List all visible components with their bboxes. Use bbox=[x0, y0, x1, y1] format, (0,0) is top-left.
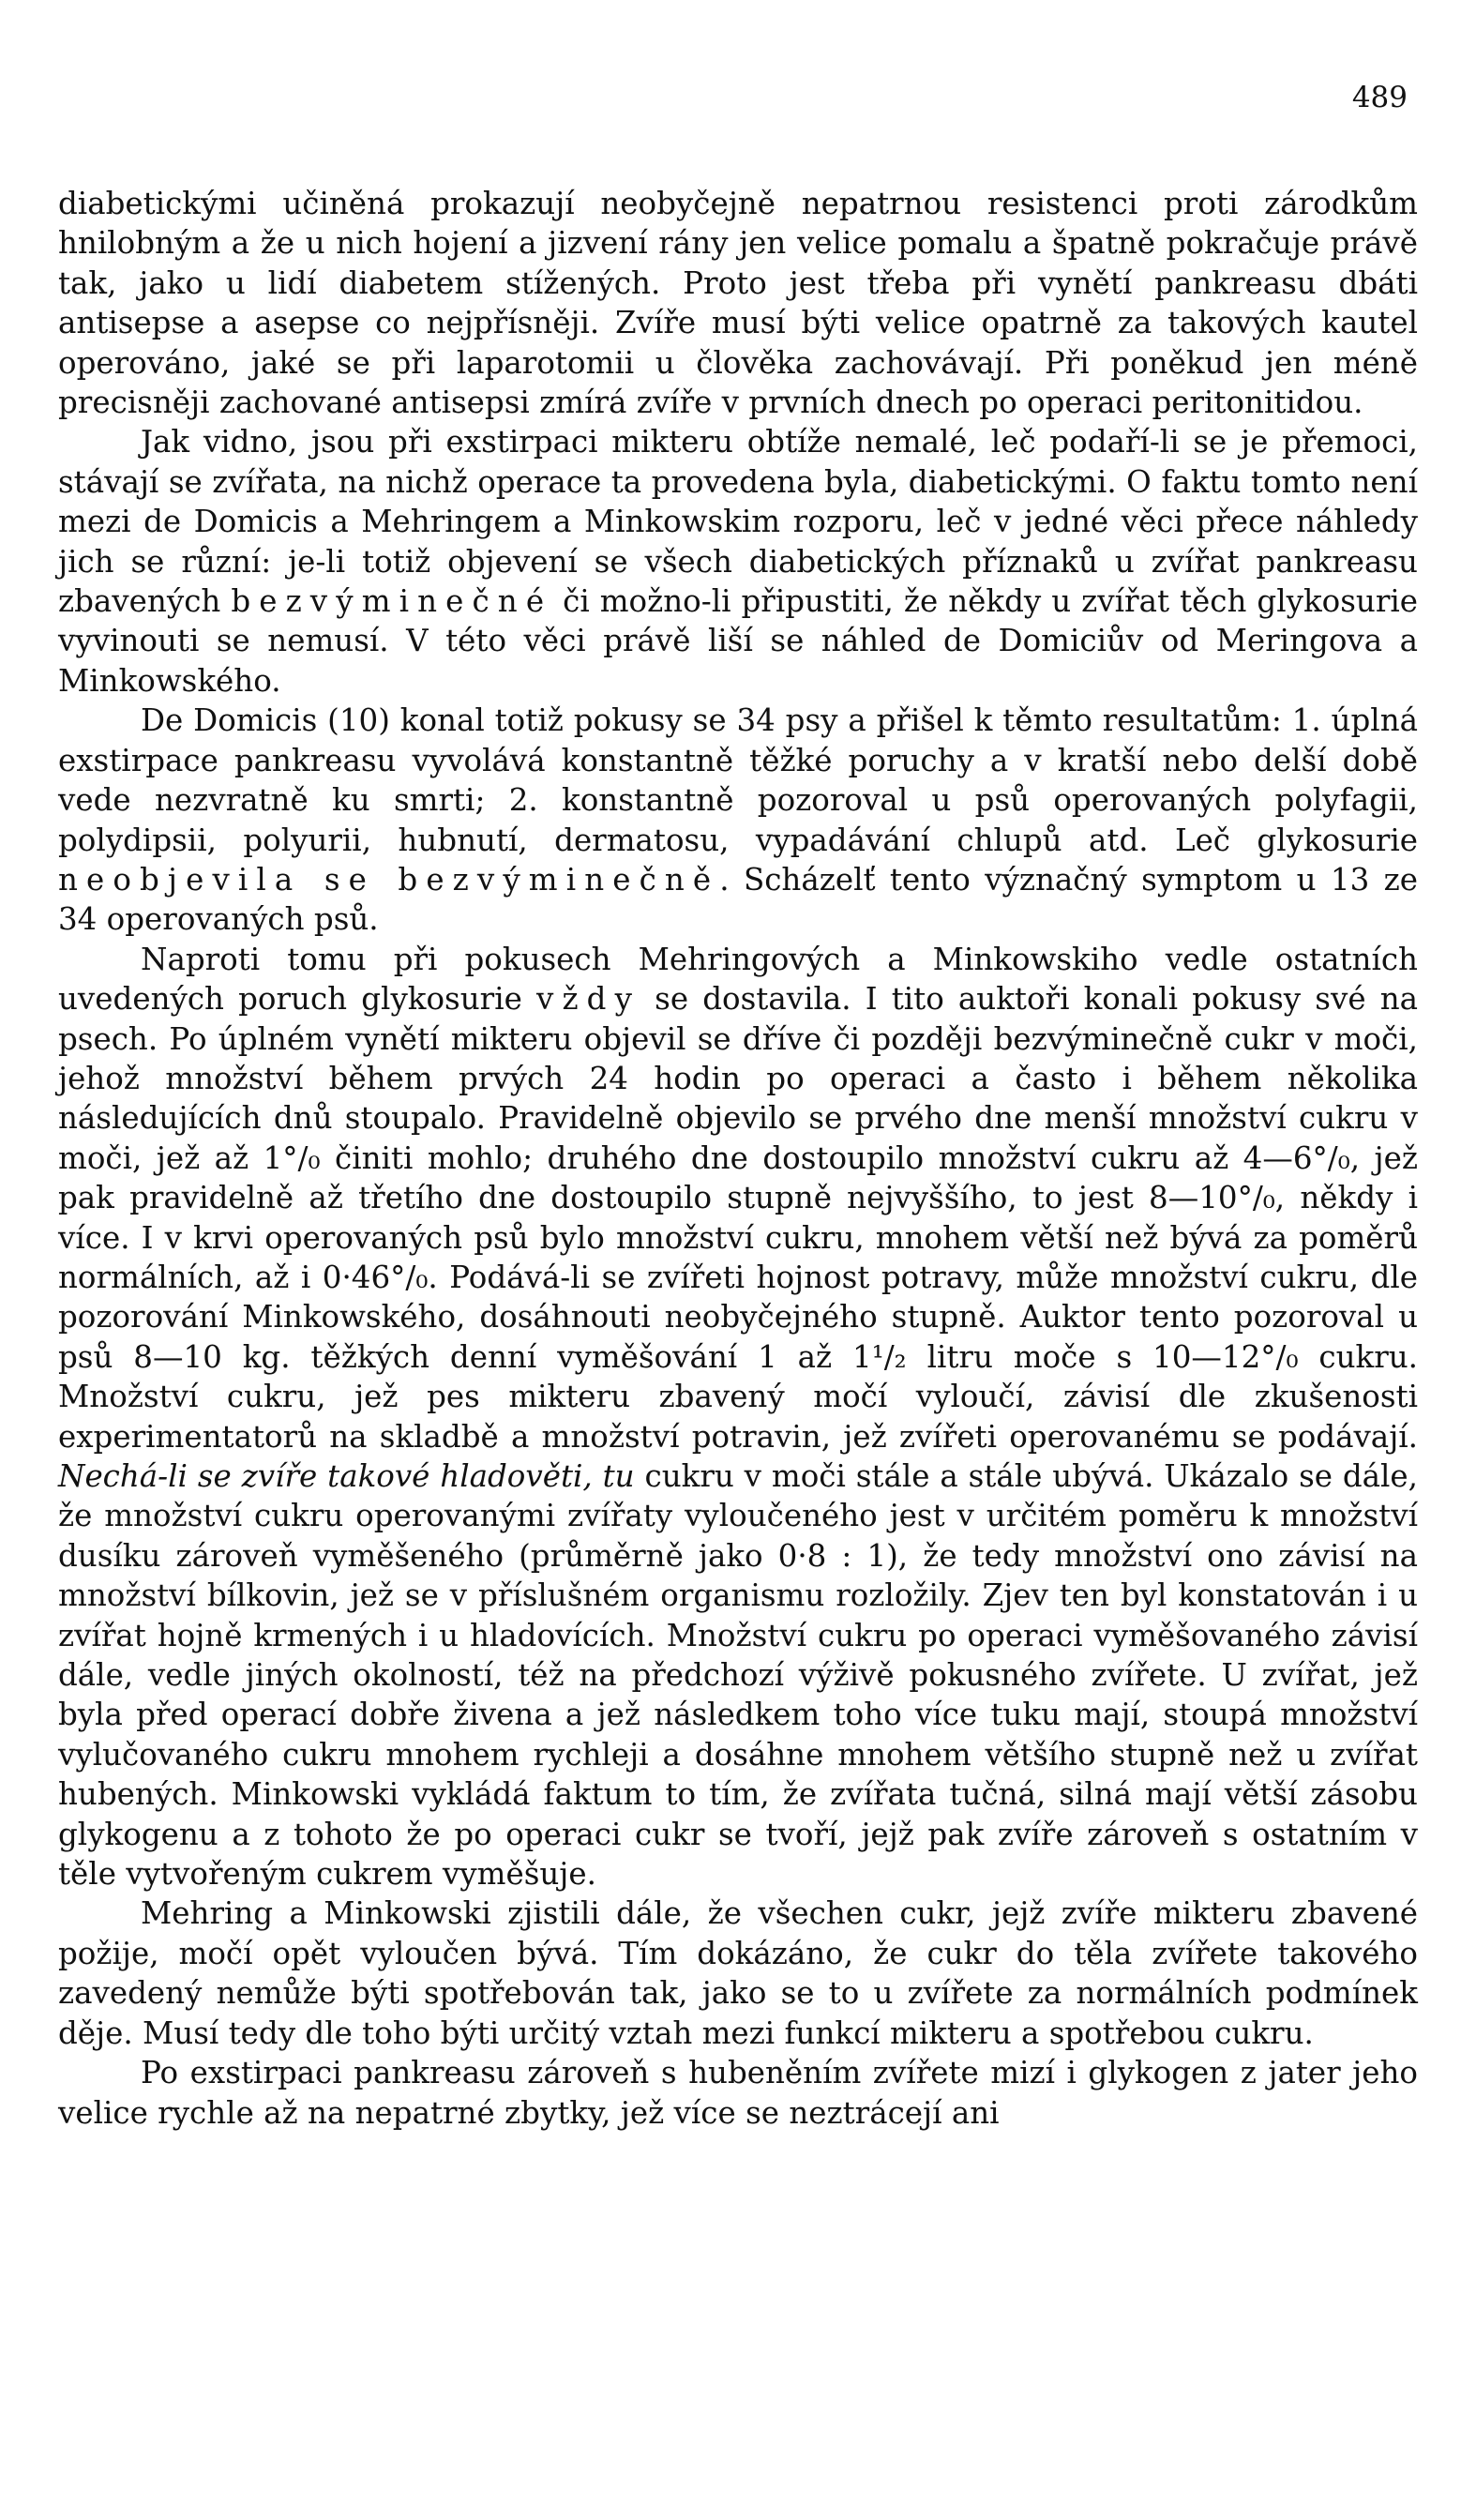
paragraph bbox=[58, 184, 1418, 422]
text-run: De Domicis (10) konal totiž pokusy se 34 psy a přišel k těmto resultatům: 1. úplná exstirpace pankreasu vyvolává konstantně těžké poruchy a v kratší nebo delší době vede nezvratně ku smrti; 2. konstantně pozoroval u psů operovaných polyfagii, polydipsii, polyurii, hubnutí, dermatosu, vypadávání chlupů atd. Leč glykosurie bbox=[58, 702, 1418, 858]
body-text bbox=[58, 184, 1418, 2133]
paragraph bbox=[58, 1894, 1418, 2053]
text-run: se dostavila. I tito auktoři konali pokusy své na psech. Po úplném vynětí mikteru objevil se dříve či později bezvýminečně cukr v moči, jehož množství během prvých 24 hodin po operaci a často i během několika následujících dnů stoupalo. Pravidelně objevilo se prvého dne menší množství cukru v moči, jež až 1°/₀ činiti mohlo; druhého dne dostoupilo množství cukru až 4—6°/₀, jež pak pravidelně až třetího dne dostoupilo stupně nejvyššího, to jest 8—10°/₀, někdy i více. I v krvi operovaných psů bylo množství cukru, mnohem větší než bývá za poměrů normálních, až i 0·46°/₀. Podává-li se zvířeti hojnost potravy, může množství cukru, dle pozorování Minkowského, dosáhnouti neobyčejného stupně. Auktor tento pozoroval u psů 8—10 kg. těžkých denní vyměšování 1 až 1¹/₂ litru moče s 10—12°/₀ cukru. Množství cukru, jež pes mikteru zbavený močí vyloučí, závisí dle zkušenosti experimentatorů na skladbě a množství potravin, jež zvířeti operovanému se podávají. bbox=[58, 981, 1419, 1455]
spaced-emphasis: bezvýminečné bbox=[231, 583, 553, 620]
page-number: 489 bbox=[1351, 81, 1408, 114]
spaced-emphasis: vždy bbox=[535, 981, 641, 1018]
text-run: Jak vidno, jsou při exstirpaci mikteru obtíže nemalé, leč podaří-li se je přemoci, stávají se zvířata, na nichž operace ta provedena byla, diabetickými. O faktu tomto není mezi de Domicis a Mehringem a Minkowskim rozporu, leč v jedné věci přece náhledy jich se různí: je-li totiž objevení se všech diabetických příznaků u zvířat pankreasu zbavených bbox=[58, 424, 1418, 620]
text-run: Mehring a Minkowski zjistili dále, že všechen cukr, jejž zvíře mikteru zbavené požije, močí opět vyloučen bývá. Tím dokázáno, že cukr do těla zvířete takového zavedený nemůže býti spotřebován tak, jako se to u zvířete za normálních podmínek děje. Musí tedy dle toho býti určitý vztah mezi funkcí mikteru a spotřebou cukru. bbox=[58, 1895, 1418, 2051]
text-run: Po exstirpaci pankreasu zároveň s hubeněním zvířete mizí i glykogen z jater jeho velice rychle až na nepatrné zbytky, jež více se neztrácejí ani bbox=[58, 2055, 1418, 2131]
text-run: . Scházelť tento význačný symptom u 13 ze 34 operovaných psů. bbox=[58, 861, 1418, 938]
paragraph bbox=[58, 422, 1418, 701]
text-run: či možno-li připustiti, že někdy u zvířat těch glykosurie vyvinouti se nemusí. V této věci právě liší se náhled de Domiciův od Meringova a Minkowského. bbox=[58, 583, 1419, 699]
paragraph bbox=[58, 2053, 1418, 2133]
text-run: Naproti tomu při pokusech Mehringových a Minkowskiho vedle ostatních uvedených poruch glykosurie bbox=[58, 941, 1418, 1018]
text-run: cukru v moči stále a stále ubývá. Ukázalo se dále, že množství cukru operovanými zvířaty vyloučeného jest v určitém poměru k množství dusíku zároveň vyměšeného (průměrně jako 0·8 : 1), že tedy množství ono závisí na množství bílkovin, jež se v příslušném organismu rozložily. Zjev ten byl konstatován i u zvířat hojně krmených i u hladovících. Množství cukru po operaci vyměšovaného závisí dále, vedle jiných okolností, též na předchozí výživě pokusného zvířete. U zvířat, jež byla před operací dobře živena a jež následkem toho více tuku mají, stoupá množství vylučovaného cukru mnohem rychleji a dosáhne mnohem většího stupně než u zvířat hubených. Minkowski vykládá faktum to tím, že zvířata tučná, silná mají větší zásobu glykogenu a z tohoto že po operaci cukr se tvoří, jejž pak zvíře zároveň s ostatním v těle vytvořeným cukrem vyměšuje. bbox=[58, 1458, 1418, 1893]
spaced-emphasis: neobjevila se bezvýminečně bbox=[58, 861, 720, 898]
italic-emphasis: Nechá-li se zvíře takové hladověti, tu bbox=[58, 1458, 635, 1494]
paragraph bbox=[58, 701, 1418, 939]
text-run: diabetickými učiněná prokazují neobyčejně nepatrnou resistenci proti zárodkům hnilobným a že u nich hojení a jizvení rány jen velice pomalu a špatně pokračuje právě tak, jako u lidí diabetem stížených. Proto jest třeba při vynětí pankreasu dbáti antisepse a asepse co nejpřísněji. Zvíře musí býti velice opatrně za takových kautel operováno, jaké se při laparotomii u člověka zachovávají. Při poněkud jen méně precisněji zachované antisepsi zmírá zvíře v prvních dnech po operaci peritonitidou. bbox=[58, 186, 1418, 421]
paragraph bbox=[58, 940, 1418, 1894]
